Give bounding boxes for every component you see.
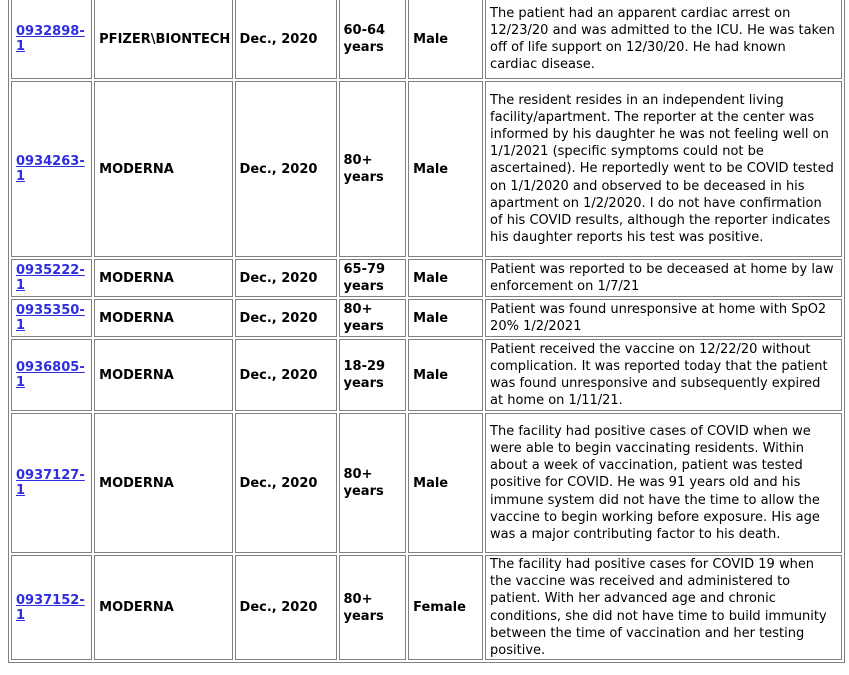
age-range: 80+ [343,467,373,482]
age-unit: years [343,279,384,294]
manufacturer-cell: MODERNA [94,339,232,411]
vaccination-date-cell: Dec., 2020 [235,413,337,553]
vaers-id-link[interactable]: 0935222-1 [16,263,85,293]
table-row [11,413,842,553]
table-row [11,555,842,660]
vaccination-date-cell: Dec., 2020 [235,259,337,297]
vaers-report-table [8,0,845,663]
vaers-id-link[interactable]: 0937152-1 [16,592,85,623]
age-unit: years [343,376,384,391]
age-range: 80+ [343,302,373,317]
vaers-id-link[interactable]: 0937127-1 [16,468,85,498]
age-range: 18-29 [343,359,386,374]
vaers-id-cell [11,299,92,337]
age-range: 65-79 [343,262,386,277]
symptom-description-cell: Patient was found unresponsive at home with SpO2 20% 1/2/2021 [485,299,842,337]
age-unit: years [343,319,384,334]
table-row [11,259,842,297]
table-body [11,0,842,660]
sex-cell: Male [408,81,483,257]
age-unit: years [343,484,384,499]
age-group-cell [339,413,407,553]
vaers-id-cell [11,81,92,257]
manufacturer-cell: MODERNA [94,413,232,553]
vaers-id-link[interactable]: 0932898-1 [16,24,85,54]
table-row [11,0,842,79]
report-table-container [8,0,845,663]
age-group-cell [339,299,407,337]
age-range: 80+ [343,153,373,168]
table-row [11,81,842,257]
age-group-cell [339,555,407,660]
age-group-cell [339,81,407,257]
vaccination-date-cell: Dec., 2020 [235,299,337,337]
sex-cell: Male [408,413,483,553]
symptom-description-cell: The facility had positive cases of COVID when we were able to begin vaccinating residents. Within about a week of vaccination, patient was tested positive for COVID. He was 91 years old and his immune system did not have the time to allow the vaccine to begin working before exposure. His age was a major contributing factor to his death. [485,413,842,553]
table-row [11,299,842,337]
vaers-id-cell [11,555,92,660]
age-range: 60-64 [343,23,386,38]
sex-cell: Female [408,555,483,660]
manufacturer-cell: PFIZER\BIONTECH [94,0,232,79]
symptom-description-cell: Patient was reported to be deceased at home by law enforcement on 1/7/21 [485,259,842,297]
sex-cell: Male [408,339,483,411]
symptom-description-cell: The resident resides in an independent living facility/apartment. The reporter at the center was informed by his daughter he was not feeling well on 1/1/2021 (specific symptoms could not be ascertained). He reportedly went to be COVID tested on 1/1/2020 and observed to be deceased in his apartment on 1/2/2020. I do not have confirmation of his COVID results, although the reporter indicates his daughter reports his test was positive. [485,81,842,257]
age-group-cell [339,339,407,411]
age-group-cell [339,259,407,297]
sex-cell: Male [408,299,483,337]
age-range: 80+ [343,591,373,607]
symptom-description-cell: Patient received the vaccine on 12/22/20 without complication. It was reported today that the patient was found unresponsive and subsequently expired at home on 1/11/21. [485,339,842,411]
manufacturer-cell: MODERNA [94,299,232,337]
vaccination-date-cell: Dec., 2020 [235,0,337,79]
vaers-id-link[interactable]: 0936805-1 [16,360,85,390]
vaers-id-cell [11,259,92,297]
sex-cell: Male [408,0,483,79]
manufacturer-cell: MODERNA [94,81,232,257]
age-unit: years [343,40,384,55]
age-unit: years [343,608,384,624]
vaers-id-cell [11,0,92,79]
age-group-cell [339,0,407,79]
vaers-id-cell [11,413,92,553]
symptom-description-cell: The facility had positive cases for COVID 19 when the vaccine was received and administered to patient. With her advanced age and chronic conditions, she did not have time to build immunity between the time of vaccination and her testing positive. [485,555,842,660]
table-row [11,339,842,411]
manufacturer-cell: MODERNA [94,555,232,660]
vaccination-date-cell: Dec., 2020 [235,555,337,660]
sex-cell: Male [408,259,483,297]
age-unit: years [343,170,384,185]
symptom-description-cell: The patient had an apparent cardiac arrest on 12/23/20 and was admitted to the ICU. He was taken off of life support on 12/30/20. He had known cardiac disease. [485,0,842,79]
vaccination-date-cell: Dec., 2020 [235,81,337,257]
vaers-id-cell [11,339,92,411]
manufacturer-cell: MODERNA [94,259,232,297]
vaccination-date-cell: Dec., 2020 [235,339,337,411]
vaers-id-link[interactable]: 0935350-1 [16,303,85,333]
vaers-id-link[interactable]: 0934263-1 [16,154,85,184]
